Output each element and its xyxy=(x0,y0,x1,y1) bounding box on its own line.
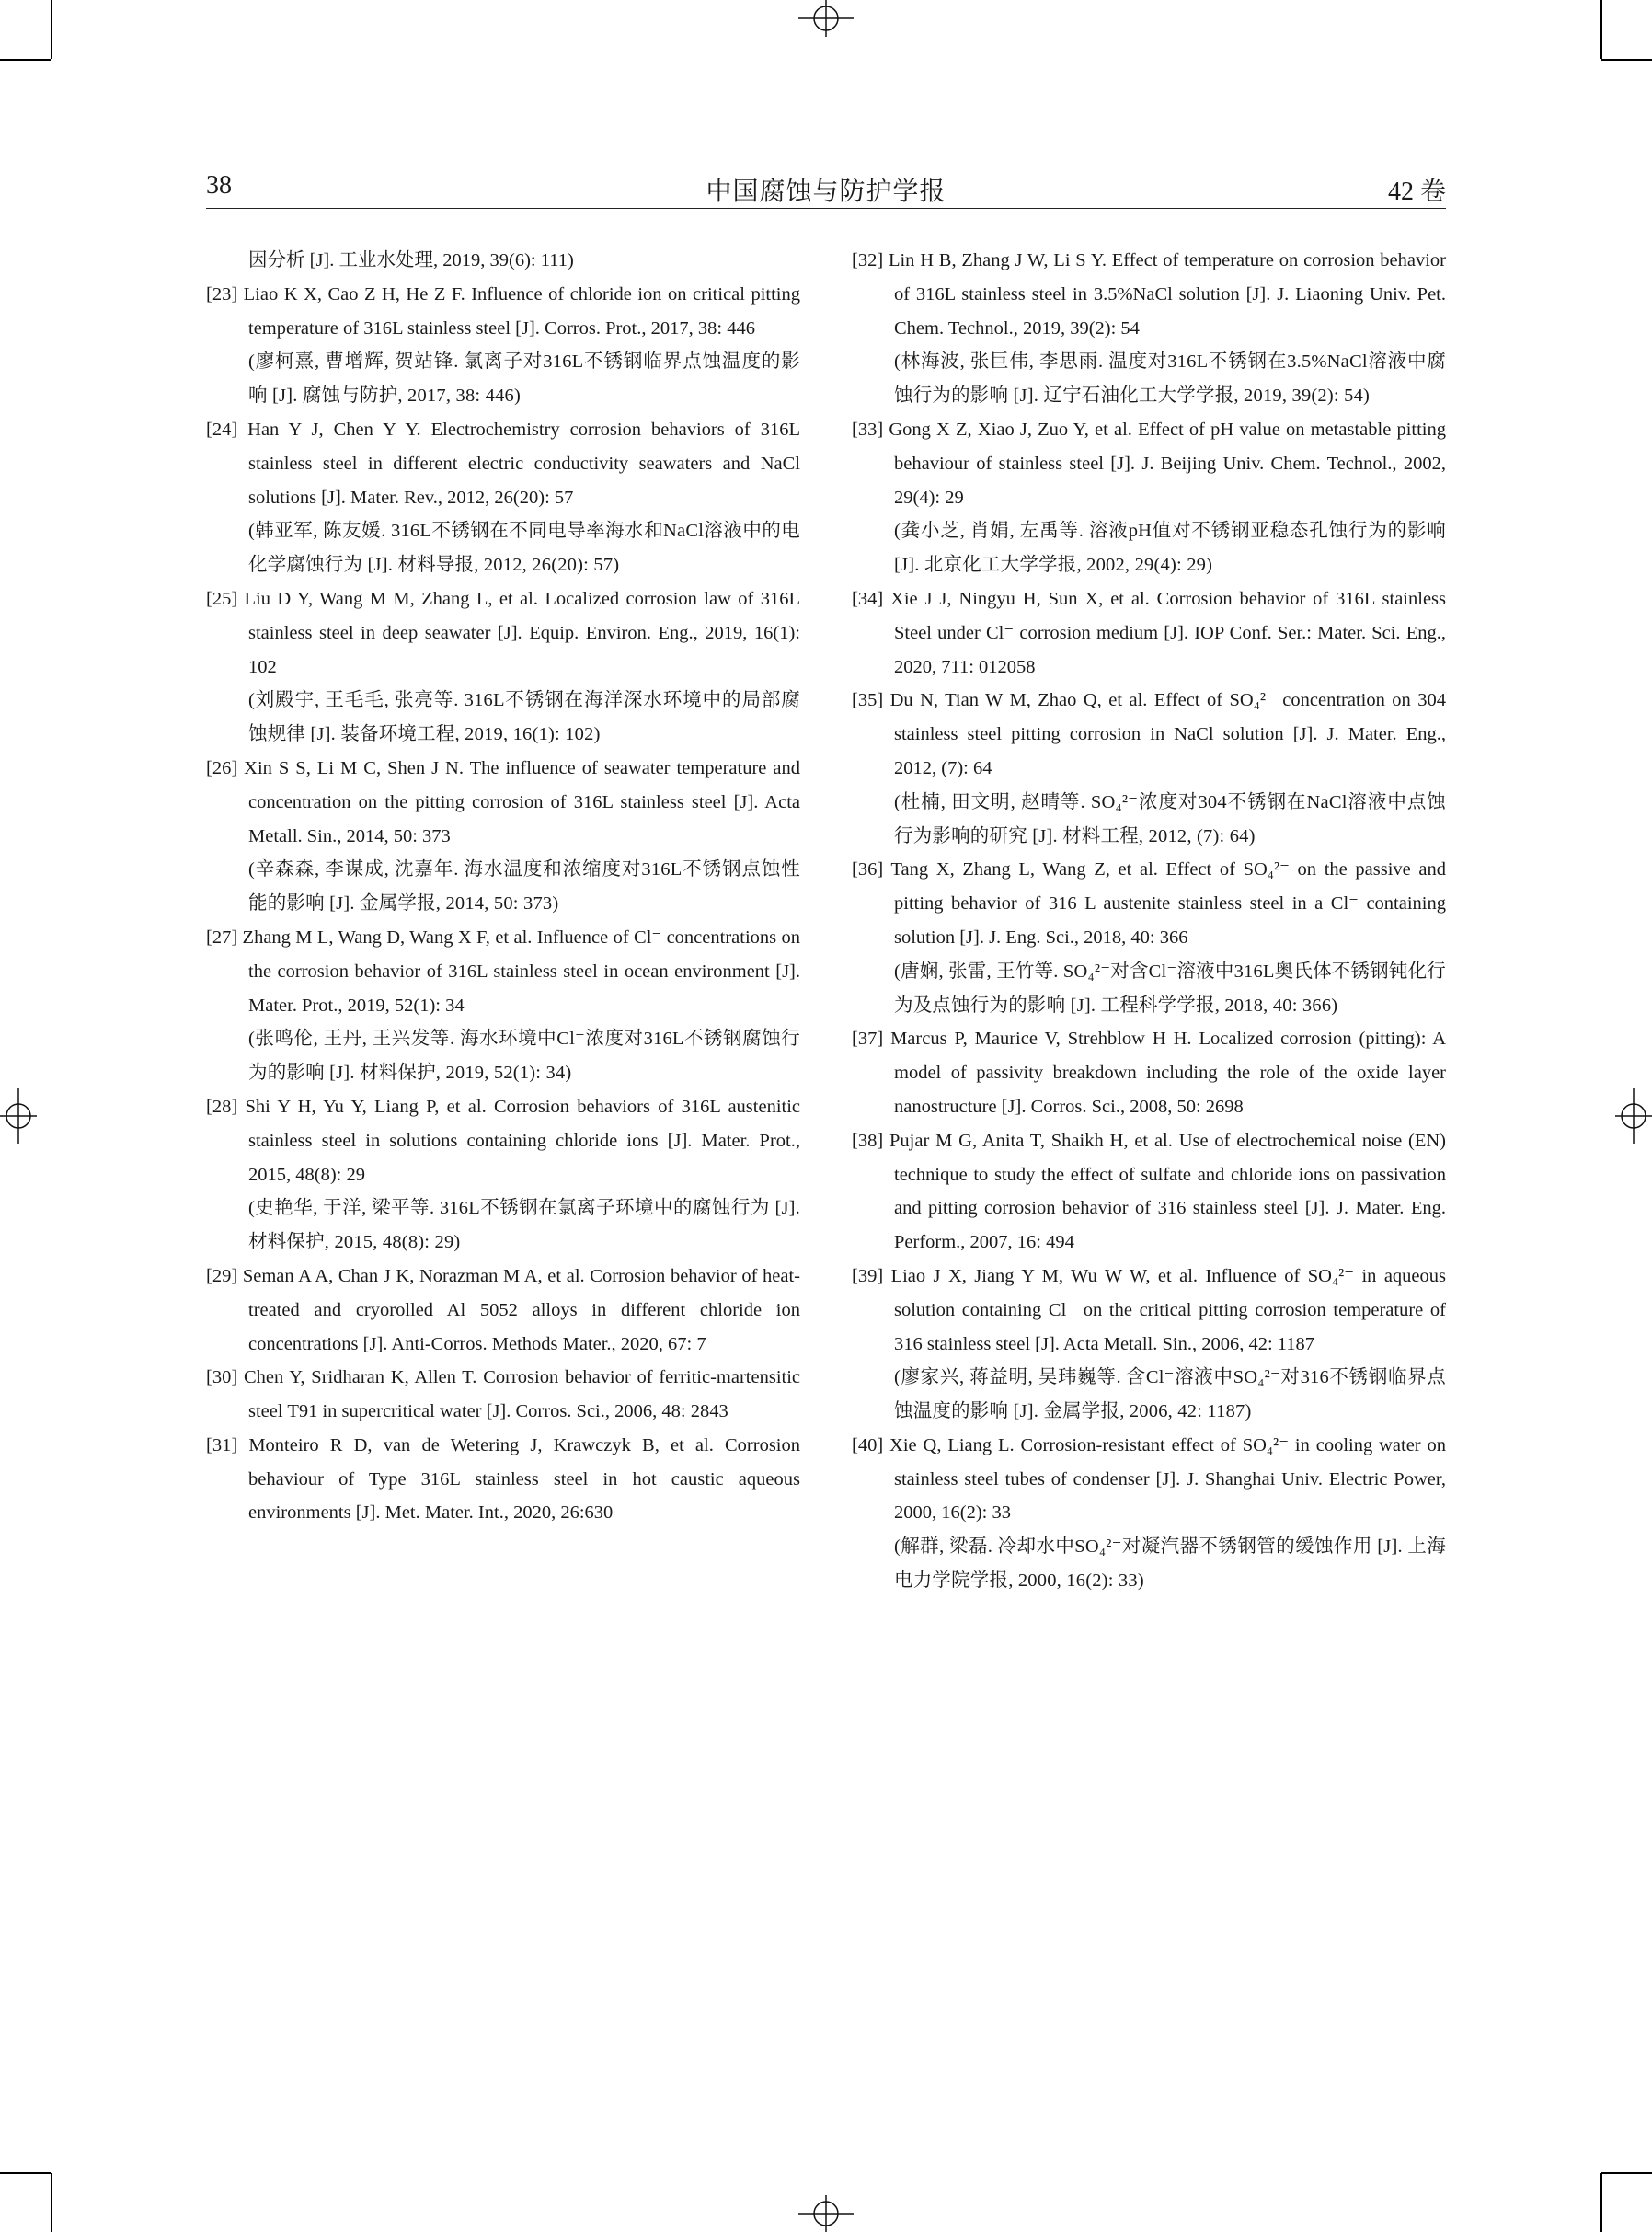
reference-english xyxy=(852,853,1446,954)
reference-text: Liao K X, Cao Z H, He Z F. Influence of chloride ion on critical pitting temperature of 316L stainless steel [J]. Corros. Prot., 2017, 38: 446 xyxy=(243,283,800,339)
reference-number: [31] xyxy=(206,1434,238,1455)
reference-text: Shi Y H, Yu Y, Liang P, et al. Corrosion behaviors of 316L austenitic stainless steel in solutions containing chloride ions [J]. Mater. Prot., 2015, 48(8): 29 xyxy=(245,1096,801,1185)
crop-mark-tr-v xyxy=(1600,0,1602,59)
crop-mark-bl-v xyxy=(51,2173,52,2232)
reference-number: [36] xyxy=(852,859,884,880)
reference-text: Monteiro R D, van de Wetering J, Krawczyk B, et al. Corrosion behaviour of Type 316L stainless steel in hot caustic aqueous environments [J]. Met. Mater. Int., 2020, 26:630 xyxy=(248,1434,801,1524)
reference-number: [38] xyxy=(852,1130,884,1151)
reference-text: Han Y J, Chen Y Y. Electrochemistry corrosion behaviors of 316L stainless steel in different electric conductivity seawaters and NaCl solutions [J]. Mater. Rev., 2012, 26(20): 57 xyxy=(247,419,801,508)
reference-text: Seman A A, Chan J K, Norazman M A, et al. Corrosion behavior of heat-treated and cryorolled Al 5052 alloys in different chloride ion concentrations [J]. Anti-Corros. Methods Mater., 2020, 67: 7 xyxy=(242,1265,801,1354)
journal-title: 中国腐蚀与防护学报 xyxy=(706,178,946,206)
page-number: 38 xyxy=(206,171,232,200)
reference-text: Tang X, Zhang L, Wang Z, et al. Effect of SO₄²⁻ on the passive and pitting behavior of 316 L austenite stainless steel in a Cl⁻ containing solution [J]. J. Eng. Sci., 2018, 40: 366 xyxy=(890,859,1446,948)
reference-item xyxy=(206,1090,800,1260)
crop-mark-tl-v xyxy=(51,0,52,59)
reference-english xyxy=(206,278,800,346)
reference-item xyxy=(206,1429,800,1530)
reference-chinese: (廖家兴, 蒋益明, 吴玮巍等. 含Cl⁻溶液中SO₄²⁻对316不锈钢临界点蚀温度的影响 [J]. 金属学报, 2006, 42: 1187) xyxy=(894,1367,1446,1422)
reference-chinese: (史艳华, 于洋, 梁平等. 316L不锈钢在氯离子环境中的腐蚀行为 [J]. 材料保护, 2015, 48(8): 29) xyxy=(248,1198,800,1253)
reference-number: [32] xyxy=(852,250,884,270)
crop-mark-tl-h xyxy=(0,59,51,61)
reference-english xyxy=(206,582,800,684)
reference-number: [23] xyxy=(206,283,238,305)
reference-number: [37] xyxy=(852,1029,884,1050)
reference-item xyxy=(852,413,1446,582)
reference-chinese: (龚小芝, 肖娟, 左禹等. 溶液pH值对不锈钢亚稳态孔蚀行为的影响 [J]. 北京化工大学学报, 2002, 29(4): 29) xyxy=(894,521,1446,576)
reference-item xyxy=(206,1260,800,1361)
running-header xyxy=(206,171,1446,209)
reference-number: [28] xyxy=(206,1096,238,1117)
reference-english xyxy=(206,921,801,1022)
reference-english xyxy=(852,413,1446,514)
reference-english xyxy=(206,1260,801,1361)
reference-item xyxy=(852,853,1446,1022)
reference-text: Liu D Y, Wang M M, Zhang L, et al. Localized corrosion law of 316L stainless steel in deep seawater [J]. Equip. Environ. Eng., 2019, 16(1): 102 xyxy=(244,588,800,677)
reference-text: Pujar M G, Anita T, Shaikh H, et al. Use of electrochemical noise (EN) technique to study the effect of sulfate and chloride ions on passivation and pitting corrosion behavior of 316 stainless steel [J]. J. Mater. Eng. Perform., 2007, 16: 494 xyxy=(889,1130,1446,1253)
reference-english xyxy=(852,582,1446,684)
reference-english xyxy=(852,684,1446,785)
reference-english xyxy=(852,1124,1446,1260)
reference-item xyxy=(206,582,800,752)
registration-mark-top-icon xyxy=(798,0,854,37)
crop-mark-br-h xyxy=(1601,2172,1652,2174)
registration-mark-right-icon xyxy=(1615,1088,1652,1144)
reference-english xyxy=(852,1429,1446,1530)
reference-chinese: (林海波, 张巨伟, 李思雨. 温度对316L不锈钢在3.5%NaCl溶液中腐蚀行为的影响 [J]. 辽宁石油化工大学学报, 2019, 39(2): 54) xyxy=(894,351,1446,407)
reference-continuation: 因分析 [J]. 工业水处理, 2019, 39(6): 111) xyxy=(248,250,574,270)
crop-mark-br-v xyxy=(1600,2173,1602,2232)
reference-item xyxy=(852,1124,1446,1260)
reference-number: [35] xyxy=(852,690,884,711)
reference-chinese: (唐娴, 张雷, 王竹等. SO₄²⁻对含Cl⁻溶液中316L奥氏体不锈钢钝化行为及点蚀行为的影响 [J]. 工程科学学报, 2018, 40: 366) xyxy=(894,961,1446,1016)
reference-chinese: (刘殿宇, 王毛毛, 张亮等. 316L不锈钢在海洋深水环境中的局部腐蚀规律 [J]. 装备环境工程, 2019, 16(1): 102) xyxy=(248,690,800,745)
reference-english xyxy=(206,1361,801,1429)
reference-english xyxy=(852,244,1447,345)
reference-item xyxy=(852,582,1446,684)
reference-text: Gong X Z, Xiao J, Zuo Y, et al. Effect of pH value on metastable pitting behaviour of stainless steel [J]. J. Beijing Univ. Chem. Technol., 2002, 29(4): 29 xyxy=(889,419,1446,508)
reference-item xyxy=(852,1260,1446,1429)
reference-text: Xie Q, Liang L. Corrosion-resistant effect of SO₄²⁻ in cooling water on stainless steel tubes of condenser [J]. J. Shanghai Univ. Electric Power, 2000, 16(2): 33 xyxy=(889,1434,1446,1524)
reference-chinese: (辛森森, 李谋成, 沈嘉年. 海水温度和浓缩度对316L不锈钢点蚀性能的影响 [J]. 金属学报, 2014, 50: 373) xyxy=(248,859,800,915)
reference-english xyxy=(206,413,801,514)
reference-item xyxy=(852,244,1446,413)
reference-chinese: (解群, 梁磊. 冷却水中SO₄²⁻对凝汽器不锈钢管的缓蚀作用 [J]. 上海电力学院学报, 2000, 16(2): 33) xyxy=(894,1536,1446,1592)
reference-english xyxy=(852,1022,1446,1123)
reference-text: Chen Y, Sridharan K, Allen T. Corrosion behavior of ferritic-martensitic steel T91 in supercritical water [J]. Corros. Sci., 2006, 48: 2843 xyxy=(243,1367,801,1422)
reference-number: [33] xyxy=(852,419,884,440)
reference-text: Liao J X, Jiang Y M, Wu W W, et al. Influence of SO₄²⁻ in aqueous solution containing Cl⁻ on the critical pitting corrosion temperature of 316 stainless steel [J]. Acta Metall. Sin., 2006, 42: 1187 xyxy=(890,1265,1447,1354)
reference-item xyxy=(206,413,800,582)
registration-mark-bottom-icon xyxy=(798,2195,854,2232)
volume-label: 42 卷 xyxy=(1387,178,1446,206)
reference-number: [40] xyxy=(852,1434,884,1455)
reference-english xyxy=(206,1429,801,1530)
reference-text: Zhang M L, Wang D, Wang X F, et al. Influence of Cl⁻ concentrations on the corrosion behavior of 316L stainless steel in ocean environment [J]. Mater. Prot., 2019, 52(1): 34 xyxy=(242,926,801,1016)
reference-text: Marcus P, Maurice V, Strehblow H H. Localized corrosion (pitting): A model of passivity breakdown including the role of the oxide layer nanostructure [J]. Corros. Sci., 2008, 50: 2698 xyxy=(890,1029,1446,1117)
reference-chinese: (廖柯熹, 曹增辉, 贺站锋. 氯离子对316L不锈钢临界点蚀温度的影响 [J]. 腐蚀与防护, 2017, 38: 446) xyxy=(248,351,800,407)
registration-mark-left-icon xyxy=(0,1088,37,1144)
reference-number: [27] xyxy=(206,926,238,948)
reference-english xyxy=(852,1260,1447,1361)
reference-item xyxy=(206,752,800,921)
reference-number: [30] xyxy=(206,1367,238,1388)
reference-english xyxy=(206,752,800,853)
reference-item xyxy=(206,1361,800,1429)
reference-number: [39] xyxy=(852,1265,884,1286)
reference-item xyxy=(206,921,800,1090)
reference-chinese: (张鸣伦, 王丹, 王兴发等. 海水环境中Cl⁻浓度对316L不锈钢腐蚀行为的影响 [J]. 材料保护, 2019, 52(1): 34) xyxy=(248,1029,800,1084)
reference-item xyxy=(852,1429,1446,1598)
reference-number: [29] xyxy=(206,1265,238,1286)
reference-chinese: (韩亚军, 陈友媛. 316L不锈钢在不同电导率海水和NaCl溶液中的电化学腐蚀行为 [J]. 材料导报, 2012, 26(20): 57) xyxy=(248,521,800,576)
reference-number: [25] xyxy=(206,588,238,609)
reference-text: Xin S S, Li M C, Shen J N. The influence of seawater temperature and concentration on the pitting corrosion of 316L stainless steel [J]. Acta Metall. Sin., 2014, 50: 373 xyxy=(244,757,800,846)
reference-item xyxy=(206,278,800,413)
crop-mark-bl-h xyxy=(0,2172,51,2174)
reference-number: [34] xyxy=(852,588,884,609)
reference-text: Du N, Tian W M, Zhao Q, et al. Effect of SO₄²⁻ concentration on 304 stainless steel pitting corrosion in NaCl solution [J]. J. Mater. Eng., 2012, (7): 64 xyxy=(889,690,1446,778)
reference-chinese: (杜楠, 田文明, 赵晴等. SO₄²⁻浓度对304不锈钢在NaCl溶液中点蚀行为影响的研究 [J]. 材料工程, 2012, (7): 64) xyxy=(894,791,1446,846)
reference-number: [24] xyxy=(206,419,238,440)
references-right-column xyxy=(852,244,1446,1598)
reference-text: Xie J J, Ningyu H, Sun X, et al. Corrosion behavior of 316L stainless Steel under Cl⁻ corrosion medium [J]. IOP Conf. Ser.: Mater. Sci. Eng., 2020, 711: 012058 xyxy=(890,588,1446,677)
crop-mark-tr-h xyxy=(1601,59,1652,61)
reference-english xyxy=(206,1090,801,1191)
reference-item xyxy=(852,1022,1446,1123)
reference-number: [26] xyxy=(206,757,238,778)
reference-item xyxy=(852,684,1446,853)
references-left-column xyxy=(206,244,800,1530)
reference-text: Lin H B, Zhang J W, Li S Y. Effect of temperature on corrosion behavior of 316L stainless steel in 3.5%NaCl solution [J]. J. Liaoning Univ. Pet. Chem. Technol., 2019, 39(2): 54 xyxy=(888,250,1447,339)
